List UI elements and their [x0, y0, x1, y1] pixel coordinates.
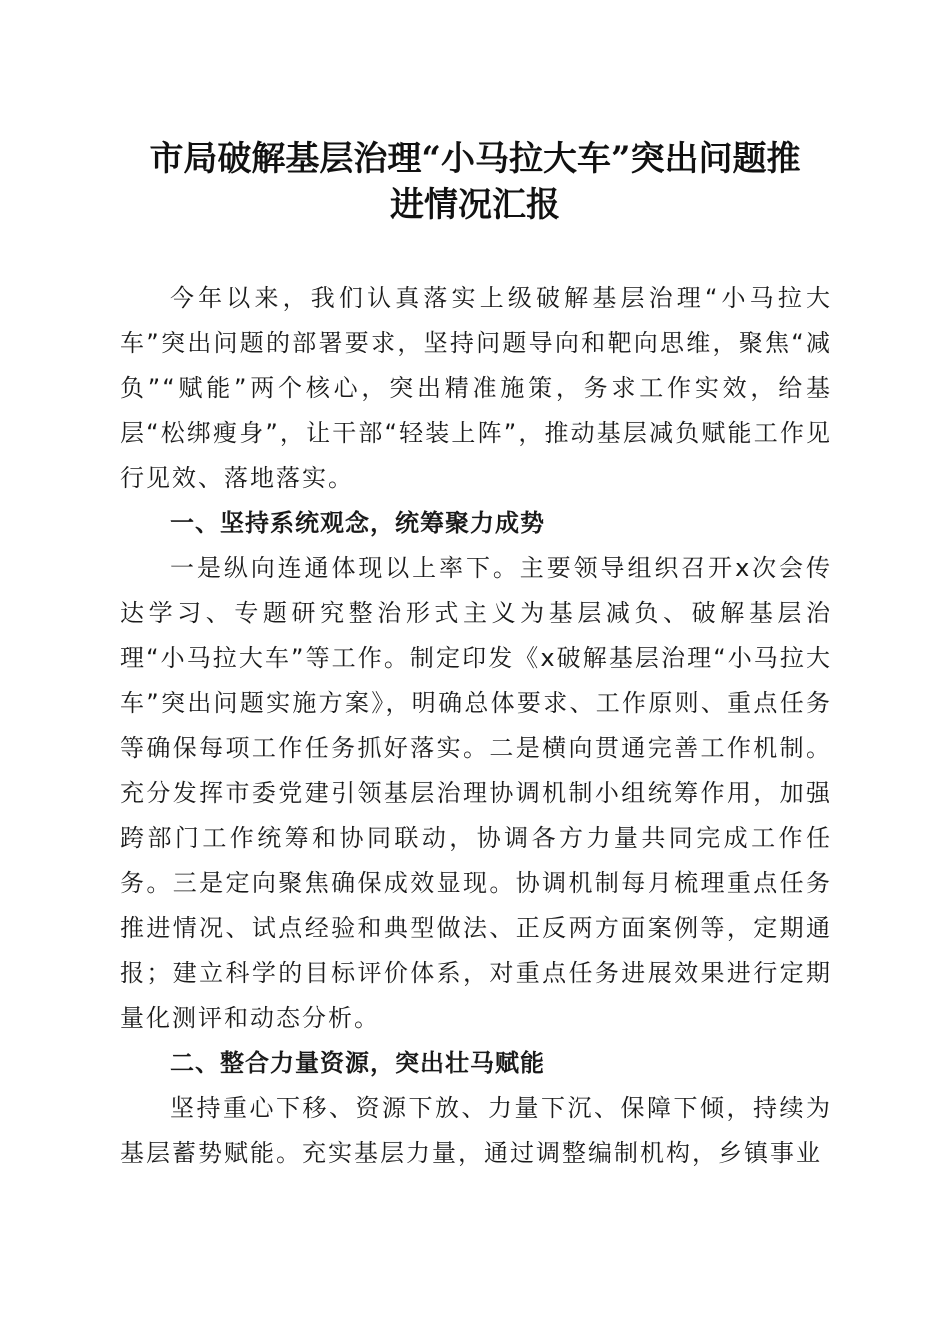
- document-title: [100, 136, 850, 228]
- section-1-paragraph: 一是纵向连通体现以上率下。主要领导组织召开x次会传达学习、专题研究整治形式主义为基层减负、破解基层治理“小马拉大车”等工作。制定印发《x破解基层治理“小马拉大车”突出问题实施方案》，明确总体要求、工作原则、重点任务等确保每项工作任务抓好落实。二是横向贯通完善工作机制。充分发挥市委党建引领基层治理协调机制小组统筹作用，加强跨部门工作统筹和协同联动，协调各方力量共同完成工作任务。三是定向聚焦确保成效显现。协调机制每月梳理重点任务推进情况、试点经验和典型做法、正反两方面案例等，定期通报；建立科学的目标评价体系，对重点任务进展效果进行定期量化测评和动态分析。: [120, 554, 832, 1032]
- section-2-paragraph: 坚持重心下移、资源下放、力量下沉、保障下倾，持续为基层蓄势赋能。充实基层力量，通过调整编制机构，乡镇事业: [120, 1094, 832, 1167]
- intro-paragraph: 今年以来，我们认真落实上级破解基层治理“小马拉大车”突出问题的部署要求，坚持问题导向和靶向思维，聚焦“减负”“赋能”两个核心，突出精准施策，务求工作实效，给基层“松绑瘦身”，让干部“轻装上阵”，推动基层减负赋能工作见行见效、落地落实。: [120, 284, 832, 492]
- document-body: [120, 276, 832, 1176]
- title-line-1: 市局破解基层治理“小马拉大车”突出问题推: [149, 139, 801, 179]
- section-2-heading: 二、整合力量资源，突出壮马赋能: [170, 1049, 545, 1077]
- title-line-2: 进情况汇报: [390, 185, 560, 225]
- section-1-heading: 一、坚持系统观念，统筹聚力成势: [170, 509, 545, 537]
